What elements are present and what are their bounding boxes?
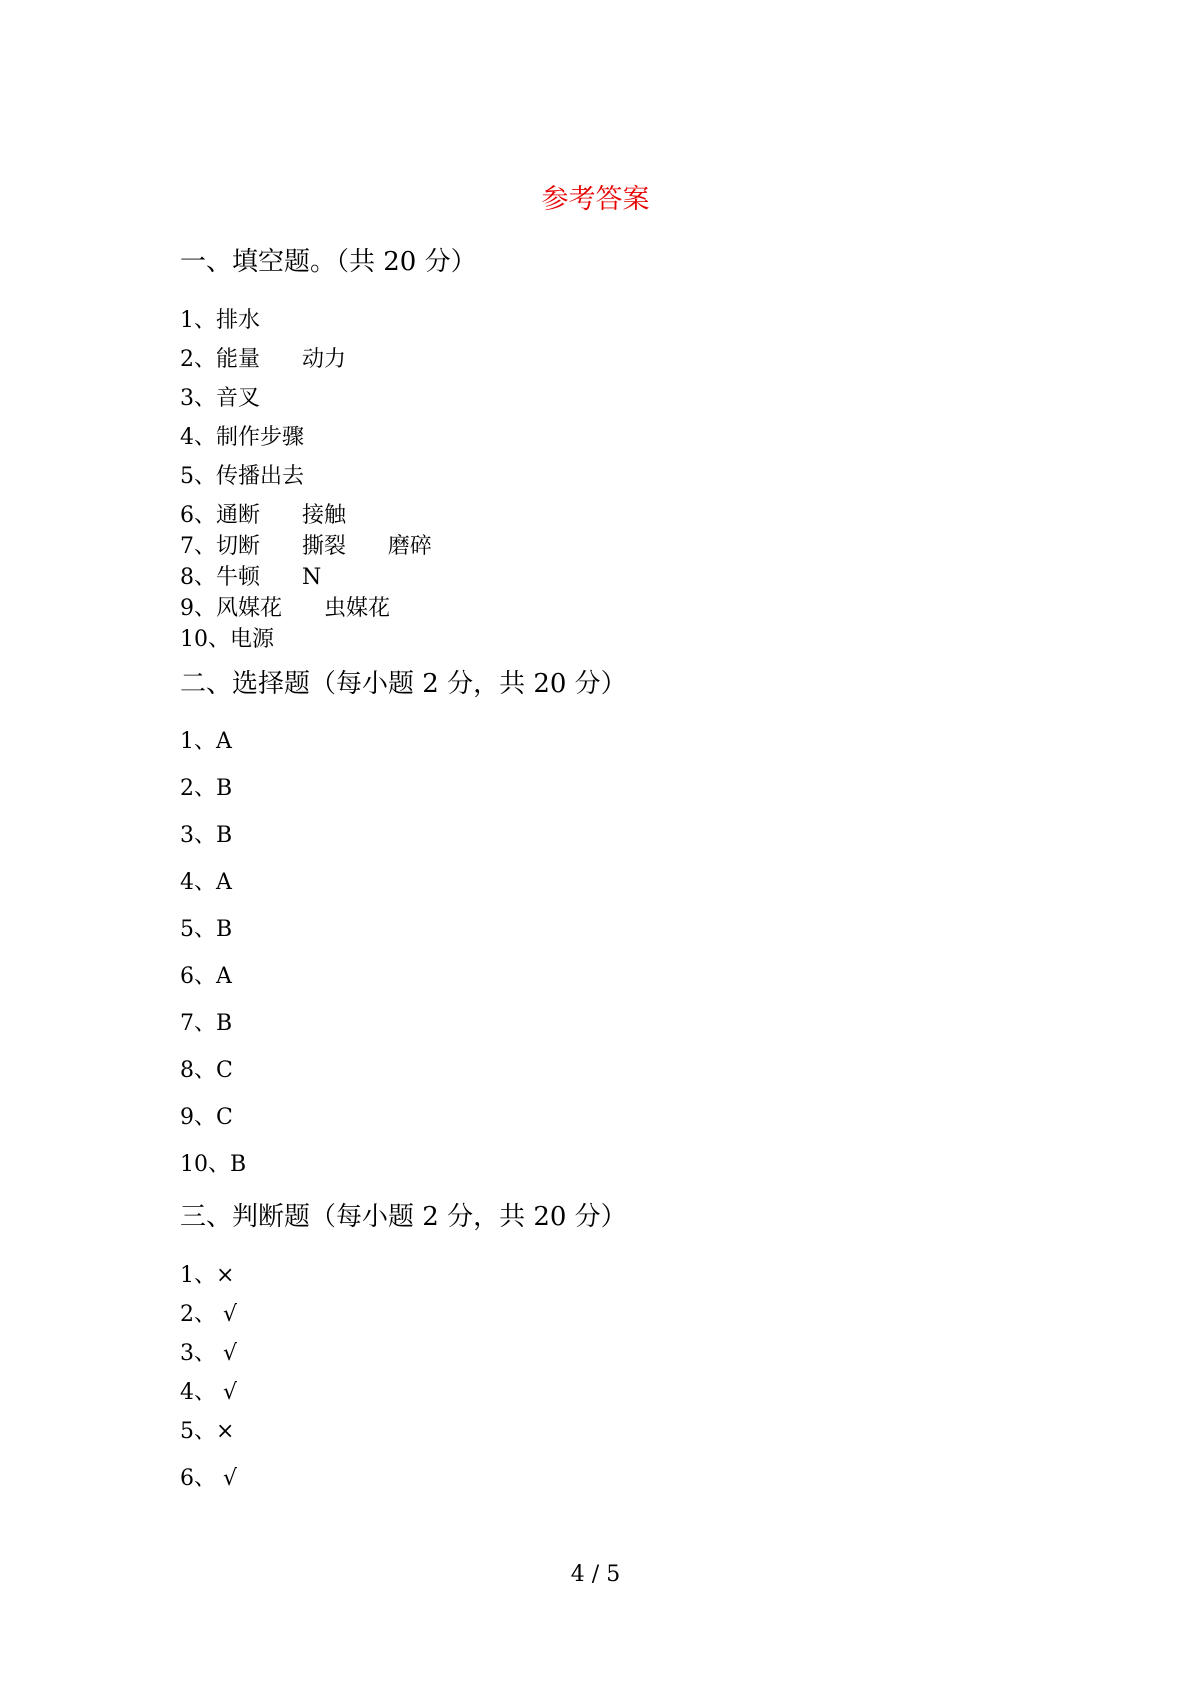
list-item: 2、能量 动力 (180, 347, 346, 372)
list-item: 3、音叉 (180, 386, 261, 411)
list-item: 9、风媒花 虫媒花 (180, 596, 390, 621)
list-item: 7、切断 撕裂 磨碎 (180, 534, 432, 559)
list-item: 7、B (180, 1011, 233, 1036)
list-item: 8、牛顿 N (180, 565, 322, 590)
list-item: 4、A (180, 870, 232, 895)
page-number: 4 / 5 (570, 1562, 621, 1587)
list-item: 6、 √ (180, 1466, 238, 1491)
list-item: 10、电源 (180, 627, 275, 652)
list-item: 8、C (180, 1058, 233, 1083)
list-item: 4、制作步骤 (180, 425, 305, 450)
list-item: 2、 √ (180, 1302, 238, 1327)
section-heading-multiple-choice: 二、选择题（每小题 2 分，共 20 分） (180, 669, 627, 699)
list-item: 5、× (180, 1419, 235, 1444)
section-heading-true-false: 三、判断题（每小题 2 分，共 20 分） (180, 1202, 627, 1232)
list-item: 5、传播出去 (180, 464, 305, 489)
list-item: 1、排水 (180, 308, 261, 333)
list-item: 2、B (180, 776, 233, 801)
list-item: 9、C (180, 1105, 233, 1130)
list-item: 6、A (180, 964, 232, 989)
section-heading-fill-in: 一、填空题。（共 20 分） (180, 247, 477, 277)
list-item: 6、通断 接触 (180, 503, 346, 528)
list-item: 3、B (180, 823, 233, 848)
list-item: 10、B (180, 1152, 247, 1177)
list-item: 3、 √ (180, 1341, 238, 1366)
page-title: 参考答案 (541, 184, 650, 215)
list-item: 5、B (180, 917, 233, 942)
list-item: 1、× (180, 1263, 235, 1288)
list-item: 1、A (180, 729, 232, 754)
list-item: 4、 √ (180, 1380, 238, 1405)
